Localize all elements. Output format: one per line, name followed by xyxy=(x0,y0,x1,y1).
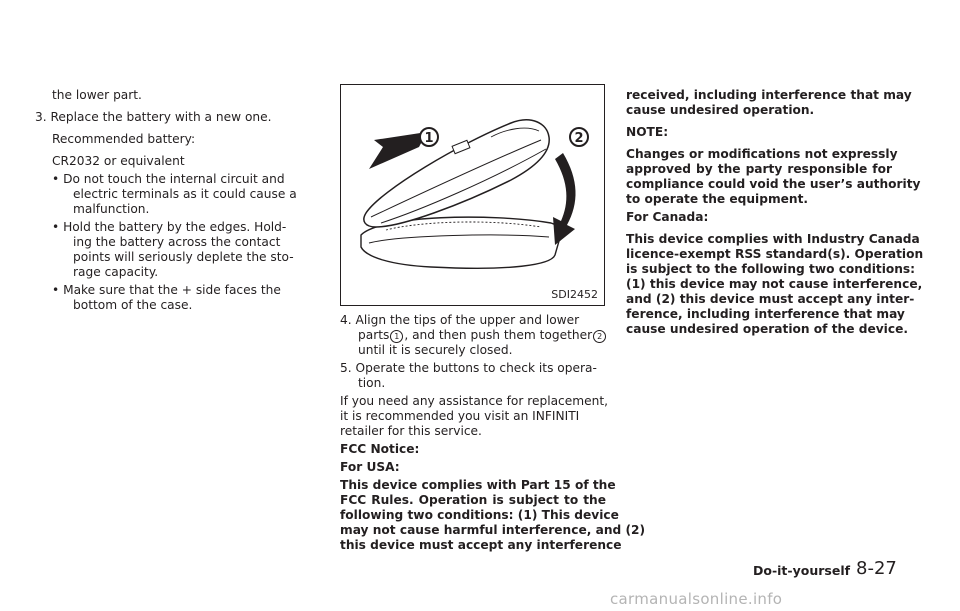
callout-1-icon: 1 xyxy=(390,330,403,343)
bullet-2-line-4: rage capacity. xyxy=(73,265,159,279)
right-cont-line-2: cause undesired operation. xyxy=(626,103,815,117)
bullet-1-line-2: electric terminals as it could cause a xyxy=(73,187,297,201)
step-4-line-2: parts 1 , and then push them together 2 xyxy=(358,328,607,343)
canada-line-3: is subject to the following two conditions: xyxy=(626,262,916,276)
right-cont-line-1: received, including interference that may xyxy=(626,88,912,102)
recommended-battery-value: CR2032 or equivalent xyxy=(52,154,185,168)
usa-line-1: This device complies with Part 15 of the xyxy=(340,478,616,492)
step-3: 3. Replace the battery with a new one. xyxy=(35,110,272,124)
watermark: carmanualsonline.info xyxy=(610,590,783,608)
key-battery-figure xyxy=(340,84,605,306)
bullet-2-line-1: • Hold the battery by the edges. Hold- xyxy=(52,220,287,234)
figure-code: SDI2452 xyxy=(551,288,598,301)
usa-line-3: following two conditions: (1) This device xyxy=(340,508,619,522)
note-line-2: approved by the party responsible for xyxy=(626,162,892,176)
step-4-line-3: until it is securely closed. xyxy=(358,343,513,357)
step-5-line-1: 5. Operate the buttons to check its opera- xyxy=(340,361,597,375)
bullet-2-line-3: points will seriously deplete the sto- xyxy=(73,250,294,264)
arrow-2-icon xyxy=(553,153,576,245)
callout-2: 2 xyxy=(574,131,584,146)
note-line-4: to operate the equipment. xyxy=(626,192,809,206)
bullet-1-line-1: • Do not touch the internal circuit and xyxy=(52,172,285,186)
canada-line-2: licence-exempt RSS standard(s). Operation xyxy=(626,247,924,261)
canada-line-6: ference, including interference that may xyxy=(626,307,905,321)
canada-line-5: and (2) this device must accept any inter- xyxy=(626,292,915,306)
usa-line-4: may not cause harmful interference, and (2) xyxy=(340,523,646,537)
for-usa-heading: For USA: xyxy=(340,460,400,474)
assist-line-2: it is recommended you visit an INFINITI xyxy=(340,409,580,423)
recommended-battery-label: Recommended battery: xyxy=(52,132,196,146)
bullet-1-line-3: malfunction. xyxy=(73,202,150,216)
step-5-line-2: tion. xyxy=(358,376,386,390)
usa-line-5: this device must accept any interference xyxy=(340,538,622,552)
for-canada-heading: For Canada: xyxy=(626,210,709,224)
canada-line-7: cause undesired operation of the device. xyxy=(626,322,908,336)
assist-line-1: If you need any assistance for replacement, xyxy=(340,394,608,408)
note-line-3: compliance could void the user’s authority xyxy=(626,177,921,191)
bullet-3-line-1: • Make sure that the + side faces the xyxy=(52,283,281,297)
step-4-line-1: 4. Align the tips of the upper and lower xyxy=(340,313,580,327)
callout-2-icon: 2 xyxy=(593,330,606,343)
note-line-1: Changes or modifications not expressly xyxy=(626,147,898,161)
key-case-illustration xyxy=(341,85,604,305)
callout-1: 1 xyxy=(424,131,434,146)
note-heading: NOTE: xyxy=(626,125,669,139)
page-number: 8-27 xyxy=(856,558,897,579)
usa-line-2: FCC Rules. Operation is subject to the xyxy=(340,493,606,507)
fcc-notice-heading: FCC Notice: xyxy=(340,442,420,456)
footer-section-title: Do-it-yourself xyxy=(753,563,851,578)
assist-line-3: retailer for this service. xyxy=(340,424,482,438)
continued-text: the lower part. xyxy=(52,88,142,102)
upper-case-part xyxy=(364,120,549,227)
bullet-3-line-2: bottom of the case. xyxy=(73,298,193,312)
canada-line-1: This device complies with Industry Canada xyxy=(626,232,920,246)
bullet-2-line-2: ing the battery across the contact xyxy=(73,235,281,249)
arrow-1-icon xyxy=(369,132,427,169)
canada-line-4: (1) this device may not cause interference, xyxy=(626,277,923,291)
